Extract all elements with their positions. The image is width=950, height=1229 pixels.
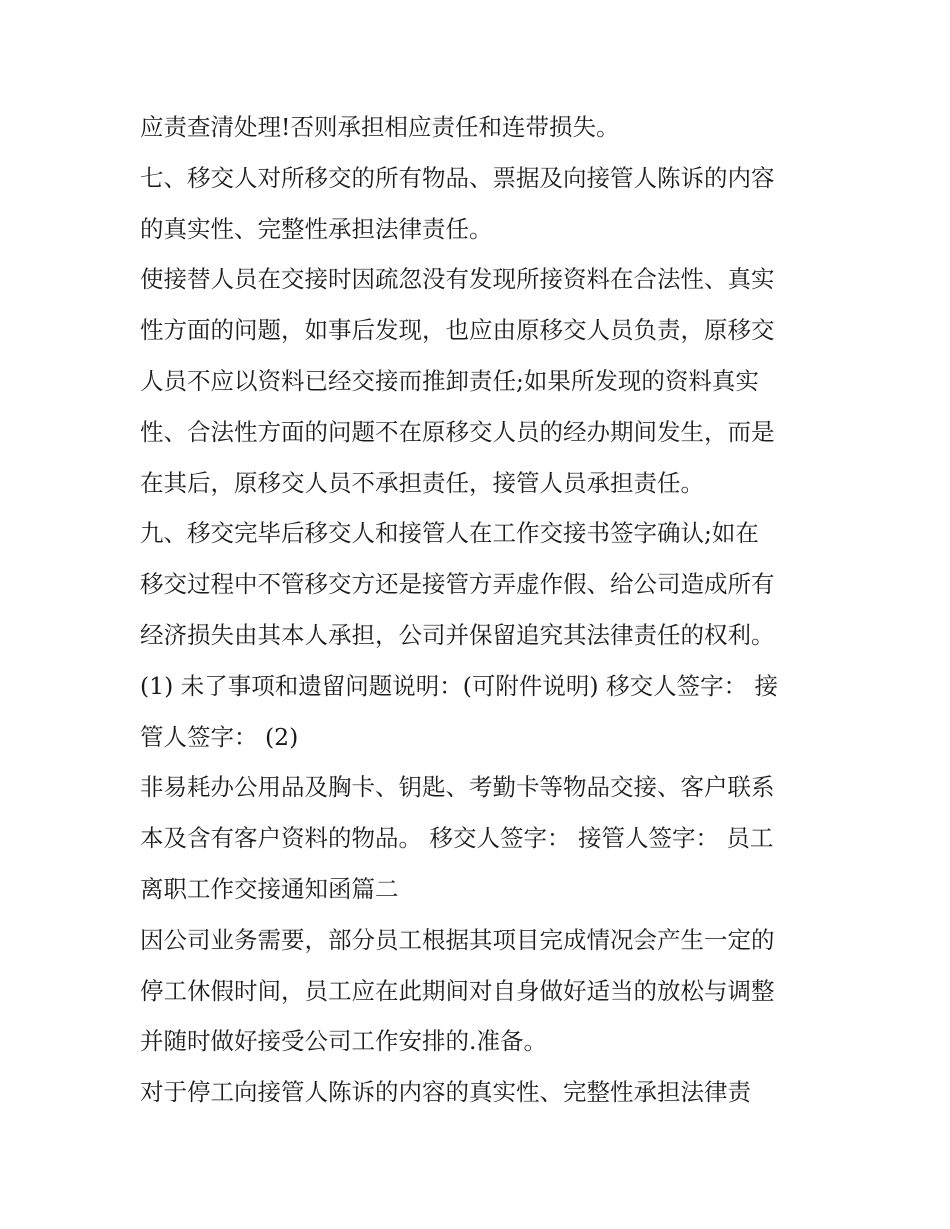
text-line: 移交过程中不管移交方还是接管方弄虚作假、给公司造成所有 xyxy=(140,570,775,599)
text-line: 因公司业务需要，部分员工根据其项目完成情况会产生一定的 xyxy=(140,925,775,954)
text-line: 性方面的问题，如事后发现，也应由原移交人员负责，原移交 xyxy=(140,316,775,345)
text-line: 的真实性、完整性承担法律责任。 xyxy=(140,214,493,243)
text-line: (1) 未了事项和遗留问题说明：(可附件说明) 移交人签字： 接 xyxy=(140,671,779,700)
document-body xyxy=(140,102,820,1118)
text-line: 并随时做好接受公司工作安排的.准备。 xyxy=(140,1027,547,1056)
paragraph-responsibility-clause xyxy=(140,102,820,153)
paragraph-suspension-notice xyxy=(140,915,820,1067)
paragraph-clause-nine xyxy=(140,508,820,660)
text-line: 九、移交完毕后移交人和接管人在工作交接书签字确认;如在 xyxy=(140,519,759,548)
text-line: 在其后，原移交人员不承担责任，接管人员承担责任。 xyxy=(140,468,704,497)
text-line: 人员不应以资料已经交接而推卸责任;如果所发现的资料真实 xyxy=(140,366,759,395)
text-line: 经济损失由其本人承担，公司并保留追究其法律责任的权利。 xyxy=(140,620,775,649)
paragraph-successor-liability xyxy=(140,254,820,508)
paragraph-final xyxy=(140,1067,820,1118)
text-line: 性、合法性方面的问题不在原移交人员的经办期间发生，而是 xyxy=(140,417,775,446)
text-line: 七、移交人对所移交的所有物品、票据及向接管人陈诉的内容 xyxy=(140,163,775,192)
paragraph-clause-seven xyxy=(140,153,820,255)
text-line: 离职工作交接通知函篇二 xyxy=(140,874,399,903)
text-line: 应责查清处理!否则承担相应责任和连带损失。 xyxy=(140,113,620,141)
text-line: 停工休假时间，员工应在此期间对自身做好适当的放松与调整 xyxy=(140,976,775,1005)
paragraph-signature-two xyxy=(140,762,820,914)
text-line: 本及含有客户资料的物品。 移交人签字： 接管人签字： 员工 xyxy=(140,824,774,853)
text-line: 使接替人员在交接时因疏忽没有发现所接资料在合法性、真实 xyxy=(140,265,775,294)
text-line: 管人签字： (2) xyxy=(140,722,299,751)
text-line: 对于停工向接管人陈诉的内容的真实性、完整性承担法律责 xyxy=(140,1078,751,1107)
paragraph-signature-one xyxy=(140,661,820,763)
text-line: 非易耗办公用品及胸卡、钥匙、考勤卡等物品交接、客户联系 xyxy=(140,773,775,802)
